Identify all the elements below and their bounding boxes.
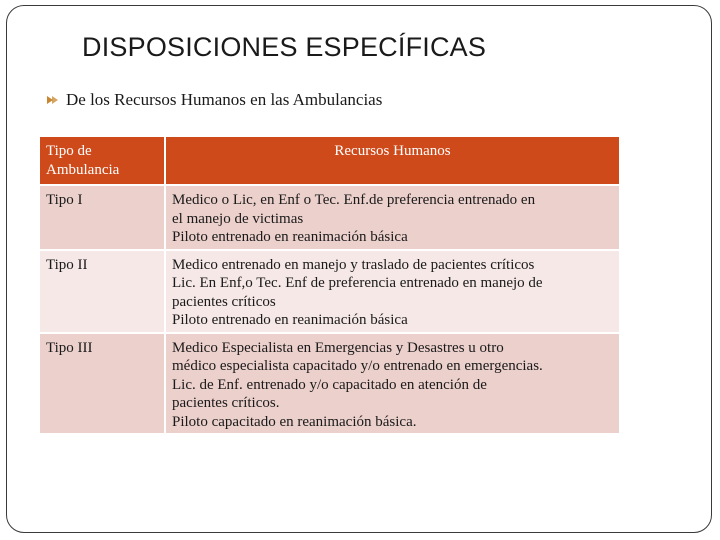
- cell-line: Lic. de Enf. entrenado y/o capacitado en atención de: [172, 376, 487, 393]
- header-recursos-humanos: Recursos Humanos: [165, 136, 620, 185]
- slide-title: DISPOSICIONES ESPECÍFICAS: [82, 32, 487, 62]
- cell-line: el manejo de victimas: [172, 210, 304, 227]
- cell-line: Medico Especialista en Emergencias y Desastres u otro: [172, 339, 504, 356]
- cell-recursos: [165, 333, 620, 435]
- cell-line: médico especialista capacitado y/o entrenado en emergencias.: [172, 358, 543, 374]
- table-row: [39, 333, 620, 435]
- cell-line: Medico entrenado en manejo y traslado de pacientes críticos: [172, 256, 535, 273]
- table-row: [39, 250, 620, 333]
- cell-line: pacientes críticos.: [172, 395, 280, 411]
- cell-line: Piloto entrenado en reanimación básica: [172, 229, 408, 245]
- cell-tipo: Tipo I: [39, 185, 165, 250]
- cell-tipo: Tipo III: [39, 333, 165, 435]
- bullet-text: De los Recursos Humanos en las Ambulancias: [66, 90, 383, 109]
- cell-line: pacientes críticos: [172, 293, 276, 310]
- ambulance-resources-table: [38, 135, 621, 435]
- table-row: [39, 185, 620, 250]
- cell-line: Piloto capacitado en reanimación básica.: [172, 413, 417, 430]
- cell-line: Medico o Lic, en Enf o Tec. Enf.de preferencia entrenado en: [172, 192, 536, 208]
- cell-recursos: [165, 185, 620, 250]
- bullet-item: [46, 90, 382, 110]
- header-tipo-ambulancia: Tipo de Ambulancia: [39, 136, 165, 185]
- cell-recursos: [165, 250, 620, 333]
- cell-tipo: Tipo II: [39, 250, 165, 333]
- bullet-arrow-icon: [46, 94, 60, 106]
- cell-line: Lic. En Enf,o Tec. Enf de preferencia entrenado en manejo de: [172, 275, 543, 291]
- table-header-row: [39, 136, 620, 185]
- cell-line: Piloto entrenado en reanimación básica: [172, 312, 408, 328]
